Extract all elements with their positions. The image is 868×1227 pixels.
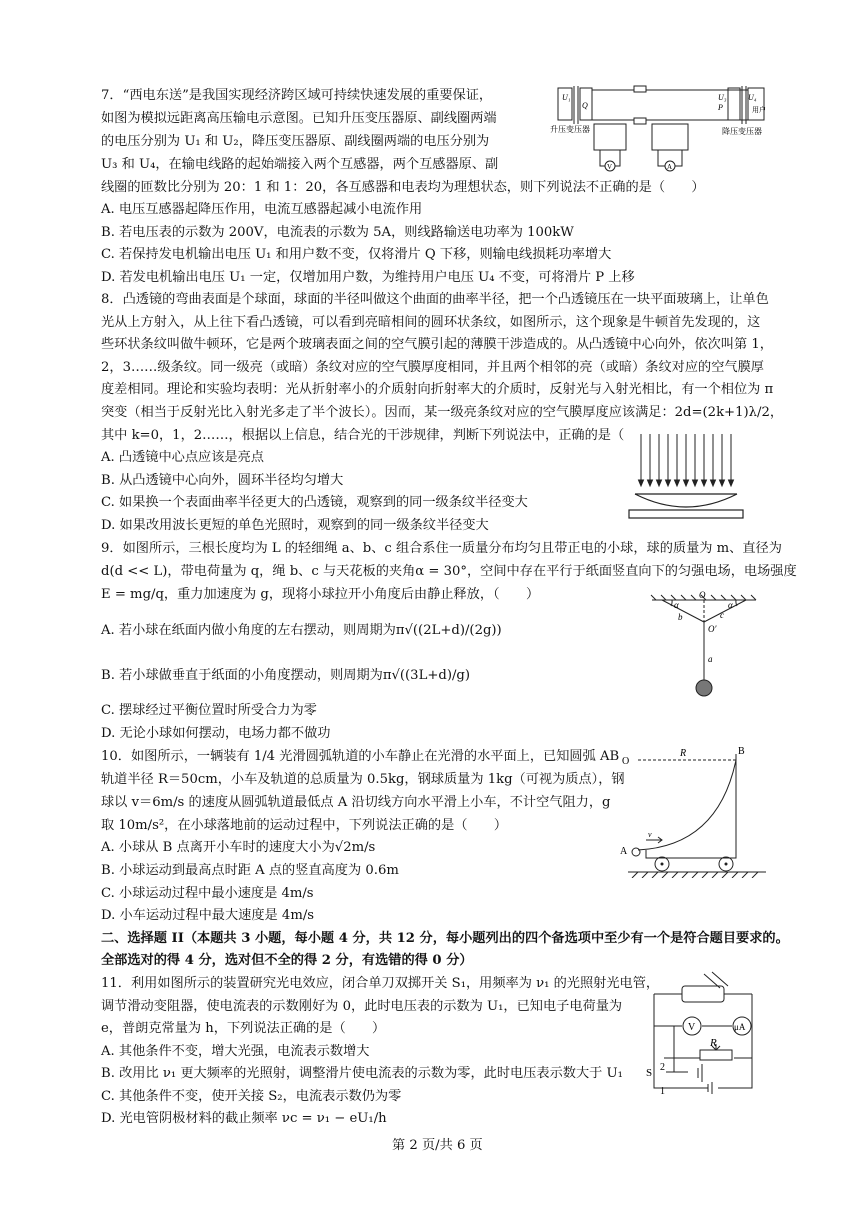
section-2-line-1: 二、选择题 II（本题共 3 小题，每小题 4 分，共 12 分，每小题列出的四个备选项中至少有一个是符合题目要求的。 [101,931,789,946]
light-ray-arrowhead [675,480,680,486]
q8-line-1: 8．凸透镜的弯曲表面是个球面，球面的半径叫做这个曲面的曲率半径，把一个凸透镜压在一块平面玻璃上，让单色 [101,292,769,307]
fig11-r: R [710,1037,717,1049]
page-footer: 第 2 页/共 6 页 [392,1138,483,1153]
q8-option-a: A. 凸透镜中心点应该是亮点 [101,450,264,465]
q10-line-2: 轨道半径 R＝50cm，小车及轨道的总质量为 0.5kg，钢球质量为 1kg（可视为质点），钢 [101,772,625,787]
q11-line-1: 11．利用如图所示的装置研究光电效应，闭合单刀双掷开关 S₁，用频率为 ν₁ 的光照射光电管， [101,976,660,991]
light-ray-arrowhead [639,480,644,486]
q11-line-2: 调节滑动变阻器，使电流表的示数刚好为 0，此时电压表的示数为 U₁，已知电子电荷量为 [101,999,623,1014]
q10-line-1: 10．如图所示，一辆装有 1/4 光滑圆弧轨道的小车静止在光滑的水平面上，已知圆弧 AB [101,749,620,764]
fig11-voltmeter: V [688,1022,696,1033]
q10-option-d: D. 小车运动过程中最大速度是 4m/s [101,908,315,923]
fig7-step-down-label: 降压变压器 [722,127,762,136]
q10-line-4: 取 10m/s²，在小球落地前的运动过程中，下列说法正确的是（ ） [101,818,508,833]
q11-option-c: C. 其他条件不变，使开关接 S₂，电流表示数仍为零 [101,1089,402,1104]
q7-option-b: B. 若电压表的示数为 200V，电流表的示数为 5A，则线路输送电功率为 100kW [101,225,574,240]
fig11-microammeter: μA [734,1022,746,1032]
fig7-u3: U₃ [718,93,727,102]
q10-option-c: C. 小球运动过程中最小速度是 4m/s [101,886,314,901]
q8-line-5: 度差相同。理论和实验均表明：光从折射率小的介质射向折射率大的介质时，反射光与入射光相比，有一个相位为 π [101,382,774,397]
q9-option-c: C. 摆球经过平衡位置时所受合力为零 [101,703,317,718]
q7-line-2: 如图为模拟远距离高压输电示意图。已知升压变压器原、副线圈两端 [101,111,497,126]
photoelectric-circuit-diagram [644,970,768,1098]
fig9-o: O [699,590,706,600]
fig7-step-up-label: 升压变压器 [550,125,590,134]
fig10-r: R [680,748,687,759]
fig10-v: v [648,830,652,839]
newton-rings-diagram [625,432,747,524]
q9-line-1: 9．如图所示，三根长度均为 L 的轻细绳 a、b、c 组合系住一质量分布均匀且带正电的小球，球的质量为 m、直径为 [101,541,782,556]
q8-option-c: C. 如果换一个表面曲率半径更大的凸透镜，观察到的同一级条纹半径变大 [101,495,528,510]
fig11-s: S [646,1067,653,1079]
light-ray-arrowhead [702,480,707,486]
q8-option-d: D. 如果改用波长更短的单色光照时，观察到的同一级条纹半径变大 [101,518,489,533]
q9-line-3: E = mg/q，重力加速度为 g，现将小球拉开小角度后由静止释放，（ ） [101,587,540,602]
cart-arc-diagram [618,742,770,878]
fig11-2: 2 [660,1062,665,1073]
q7-line-4: U₃ 和 U₄，在输电线路的起始端接入两个互感器，两个互感器原、副 [101,157,499,172]
q7-line-1: 7．“西电东送”是我国实现经济跨区域可持续快速发展的重要保证， [101,88,493,103]
q8-line-6: 突变（相当于反射光比入射光多走了半个波长）。因而，某一级亮条纹对应的空气膜厚度应该满足：2d=(2k+1)λ/2， [101,405,784,420]
light-ray-arrowhead [720,480,725,486]
fig10-o: O [622,756,630,767]
fig9-alpha-left: α [674,600,679,610]
q9-option-b: B. 若小球做垂直于纸面的小角度摆动，则周期为π√((3L+d)/g) [101,668,470,683]
light-ray-arrowhead [657,480,662,486]
q8-option-b: B. 从凸透镜中心向外，圆环半径均匀增大 [101,473,344,488]
q8-line-2: 光从上方射入，从上往下看凸透镜，可以看到亮暗相间的圆环状条纹，如图所示，这个现象是牛顿首先发现的，这 [101,315,761,330]
q8-line-4: 2，3……级条纹。同一级亮（或暗）条纹对应的空气膜厚度相同，并且两个相邻的亮（或暗）条纹对应的空气膜厚 [101,360,764,375]
fig9-c: c [720,610,724,620]
fig10-b: B [738,746,745,757]
fig7-voltmeter: V [607,163,613,171]
section-2-line-2: 全部选对的得 4 分，选对但不全的得 2 分，有选错的得 0 分） [101,953,473,968]
q7-option-c: C. 若保持发电机输出电压 U₁ 和用户数不变，仅将滑片 Q 下移，则输电线损耗功率增大 [101,247,612,262]
q9-option-d: D. 无论小球如何摆动，电场力都不做功 [101,726,331,741]
q7-line-3: 的电压分别为 U₁ 和 U₂，降压变压器原、副线圈两端的电压分别为 [101,134,490,149]
q11-line-3: e，普朗克常量为 h，下列说法正确的是（ ） [101,1021,386,1036]
q7-line-5: 线圈的匝数比分别为 20：1 和 1：20，各互感器和电表均为理想状态，则下列说法不正确的是（ ） [101,180,705,195]
q9-line-2: d(d << L)，带电荷量为 q，绳 b、c 与天花板的夹角α = 30°，空间中存在平行于纸面竖直向下的匀强电场，电场强度 [101,564,797,579]
fig11-1: 1 [660,1086,665,1097]
fig7-ammeter: A [667,163,673,171]
light-ray-arrowhead [693,480,698,486]
fig9-a: a [708,654,713,664]
power-transmission-diagram [548,74,770,176]
q8-line-3: 些环状条纹叫做牛顿环，它是两个玻璃表面之间的空气膜引起的薄膜干涉造成的。从凸透镜中心向外，依次叫第 1， [101,337,773,352]
fig7-q: Q [582,101,588,110]
fig7-p: P [718,103,723,112]
charged-ball [696,680,712,696]
fig9-o-prime: O′ [708,624,717,634]
fig7-u1: U₁ [562,93,571,102]
light-ray-arrowhead [729,480,734,486]
fig7-u4: U₄ [748,93,757,102]
light-ray-arrowhead [711,480,716,486]
light-ray-arrowhead [684,480,689,486]
q11-option-a: A. 其他条件不变，增大光强，电流表示数增大 [101,1044,370,1059]
q11-option-d: D. 光电管阴极材料的截止频率 νc = ν₁ − eU₁/h [101,1111,387,1126]
q9-option-a: A. 若小球在纸面内做小角度的左右摆动，则周期为π√((2L+d)/(2g)) [101,623,502,638]
light-ray-arrowhead [648,480,653,486]
q10-line-3: 球以 v＝6m/s 的速度从圆弧轨道最低点 A 沿切线方向水平滑上小车，不计空气阻力，g [101,795,611,810]
q7-option-a: A. 电压互感器起降压作用，电流互感器起减小电流作用 [101,202,423,217]
fig9-b: b [678,612,683,622]
q7-option-d: D. 若发电机输出电压 U₁ 一定，仅增加用户数，为维持用户电压 U₄ 不变，可将滑片 P 上移 [101,270,635,285]
fig9-alpha-right: α [728,600,733,610]
fig7-user: 用户 [752,106,766,114]
q8-line-7: 其中 k=0，1，2……，根据以上信息，结合光的干涉规律，判断下列说法中，正确的是（ [101,428,625,443]
q10-option-a: A. 小球从 B 点离开小车时的速度大小为√2m/s [101,840,376,855]
fig10-a: A [620,846,628,857]
light-ray-arrowhead [666,480,671,486]
q10-option-b: B. 小球运动到最高点时距 A 点的竖直高度为 0.6m [101,863,399,878]
q11-option-b: B. 改用比 ν₁ 更大频率的光照射，调整滑片使电流表的示数为零，此时电压表示数大于 U₁ [101,1066,623,1081]
pendulum-diagram [648,590,760,702]
